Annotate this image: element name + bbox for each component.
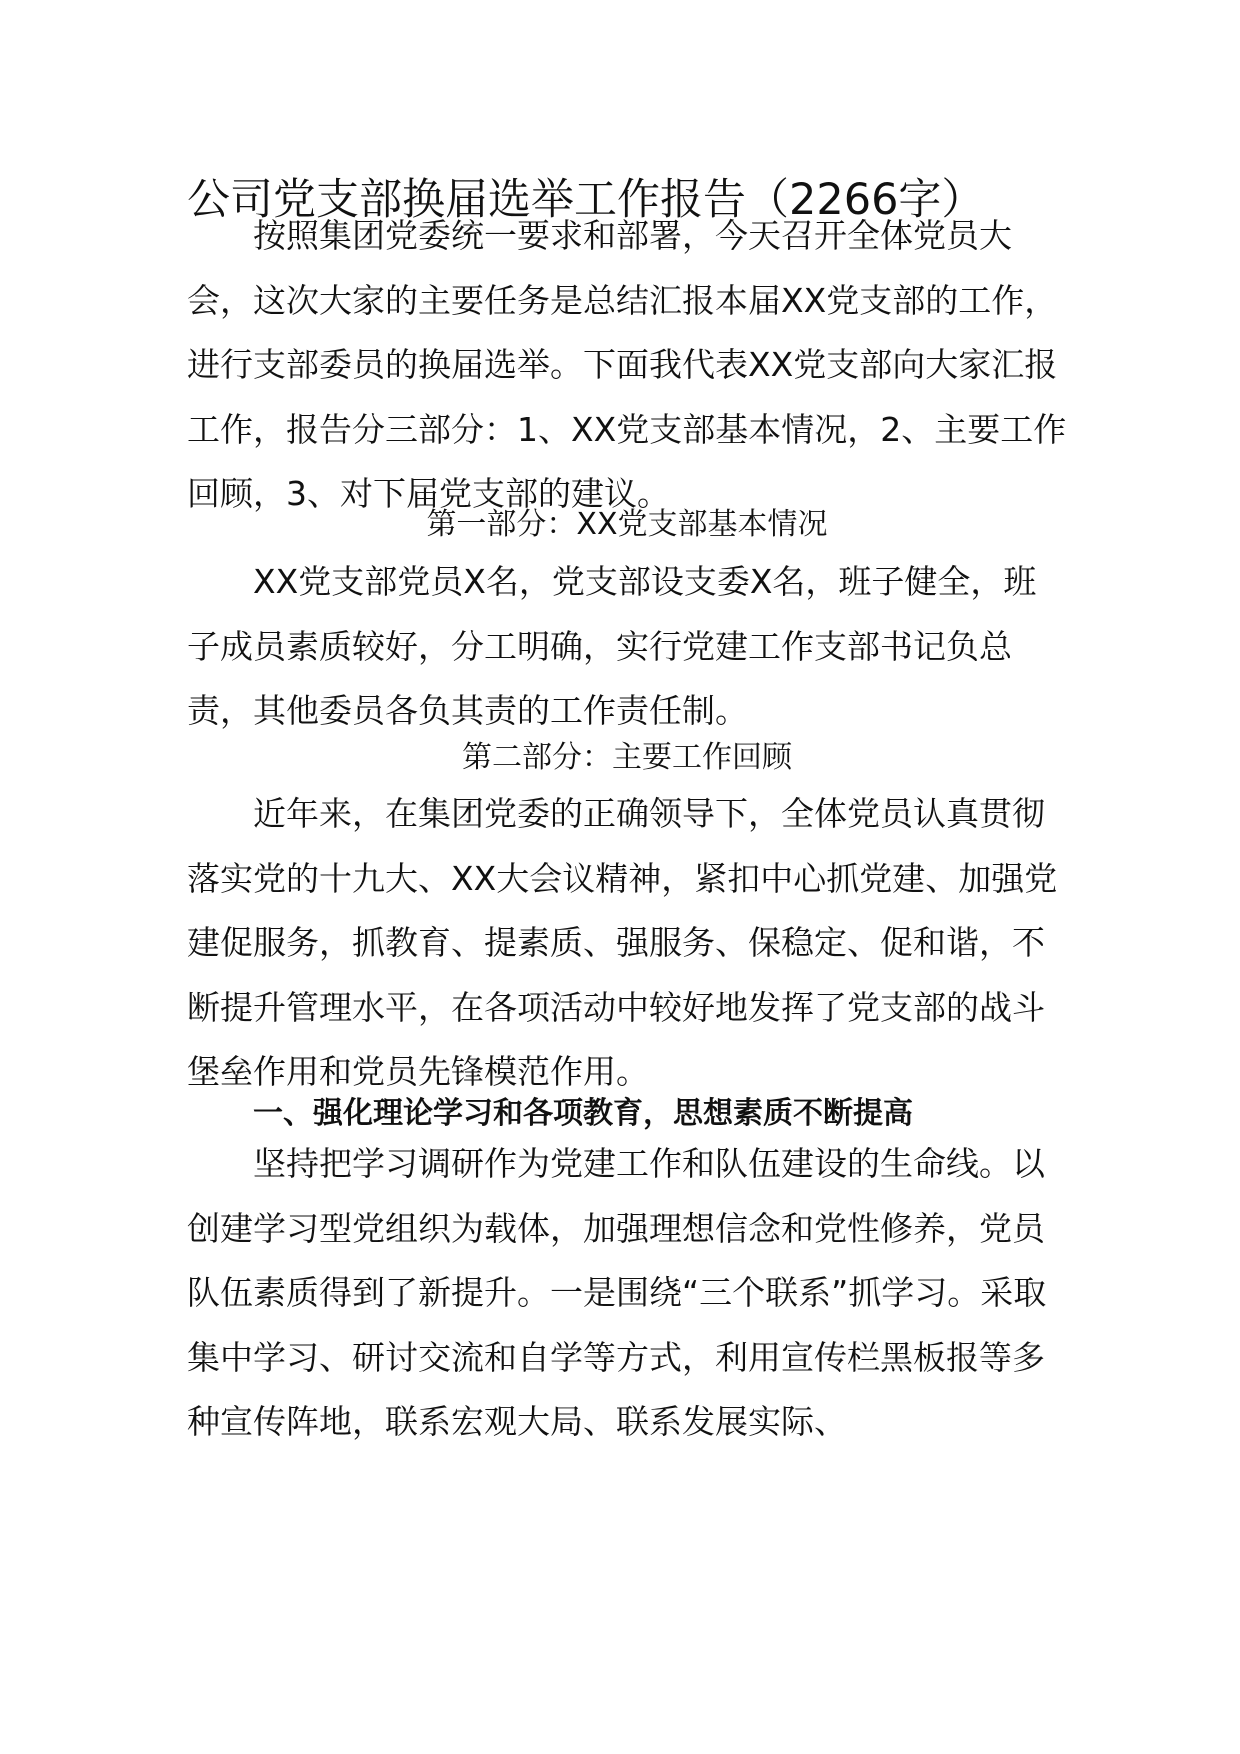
section2-heading: 第二部分：主要工作回顾	[462, 740, 792, 775]
subsection1-paragraph: 坚持把学习调研作为党建工作和队伍建设的生命线。以创建学习型党组织为载体，加强理想信念和党性修养，党员队伍素质得到了新提升。一是围绕“三个联系”抓学习。采取集中学习、研讨交流和自学等方式，利用宣传栏黑板报等多种宣传阵地，联系宏观大局、联系发展实际、	[187, 1144, 1047, 1441]
document-title: 公司党支部换届选举工作报告（2266字）	[187, 175, 985, 225]
subsection1-heading: 一、强化理论学习和各项教育，思想素质不断提高	[253, 1096, 913, 1131]
section2-paragraph: 近年来，在集团党委的正确领导下，全体党员认真贯彻落实党的十九大、XX大会议精神，紧扣中心抓党建、加强党建促服务，抓教育、提素质、强服务、保稳定、促和谐，不断提升管理水平，在各项活动中较好地发挥了党支部的战斗堡垒作用和党员先锋模范作用。	[187, 794, 1058, 1091]
intro-paragraph: 按照集团党委统一要求和部署，今天召开全体党员大会，这次大家的主要任务是总结汇报本届XX党支部的工作，进行支部委员的换届选举。下面我代表XX党支部向大家汇报工作，报告分三部分：1、XX党支部基本情况，2、主要工作回顾，3、对下届党支部的建议。	[187, 216, 1067, 513]
section1-heading: 第一部分：XX党支部基本情况	[426, 507, 828, 542]
section1-paragraph: XX党支部党员X名，党支部设支委X名，班子健全，班子成员素质较好，分工明确，实行党建工作支部书记负总责，其他委员各负其责的工作责任制。	[187, 562, 1037, 730]
